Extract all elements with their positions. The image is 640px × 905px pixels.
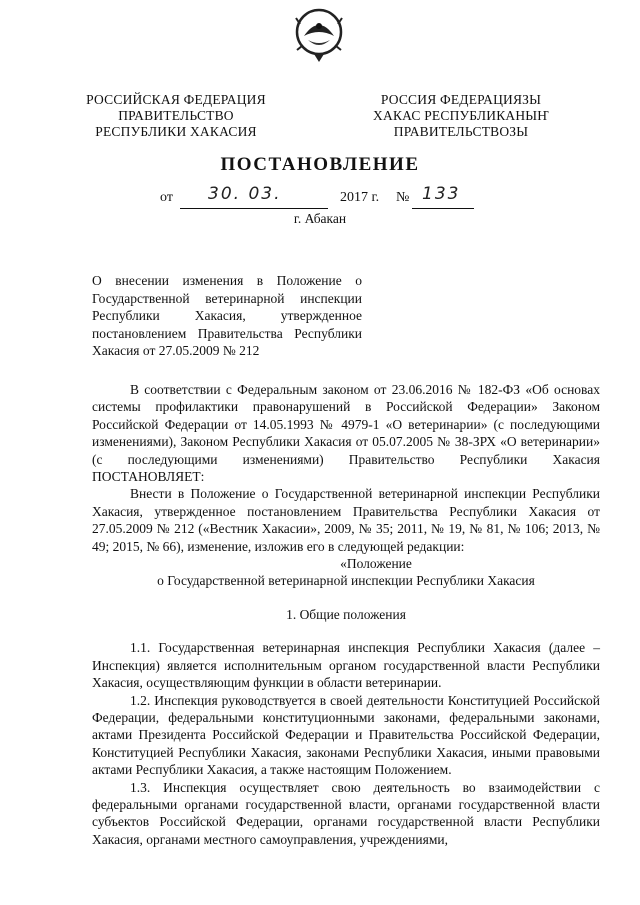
document-body [92,381,600,848]
decree-paragraph: Внести в Положение о Государственной ветеринарной инспекции Республики Хакасия, утвержденное постановлением Правительства Республики Хакасия от 27.05.2009 № 212 («Вестник Хакасии», 2009, № 35; 2011, № 19, № 81, № 106; 2013, № 49; 2015, № 66), изменение, изложив его в следующей редакции: [92,486,600,554]
number-sign: № [396,190,410,205]
document-title: ПОСТАНОВЛЕНИЕ [220,154,420,175]
preamble-paragraph: В соответствии с Федеральным законом от 23.06.2016 № 182-ФЗ «Об основах системы профилактики правонарушений в Российской Федерации» Законом Российской Федерации от 14.05.1993 № 4979-1 «О ветеринарии» (с последующими изменениями), Законом Республики Хакасия от 05.07.2005 № 38-ЗРХ «О ветеринарии» (с последующими изменениями) Правительство Республики Хакасия ПОСТАНОВЛЯЕТ: [92,382,600,485]
header-right-line: РОССИЯ ФЕДЕРАЦИЯЗЫ [380,92,542,107]
quote-title-line-2: о Государственной ветеринарной инспекции Республики Хакасия [157,573,535,589]
handwritten-date: 30. 03. [208,184,282,204]
date-prefix: от [160,190,173,205]
paragraph-1-3: 1.3. Инспекция осуществляет свою деятельность во взаимодействии с федеральными органами государственной власти, органами государственной власти субъектов Российской Федерации, органами государственной власти Республики Хакасия, органами местного самоуправления, учреждениями, [92,779,600,847]
republic-emblem-icon [294,6,344,64]
header-right-line: ПРАВИТЕЛЬСТВОЗЫ [393,124,529,139]
header-right [358,92,564,140]
section-title: 1. Общие положения [286,606,406,622]
paragraph-1-2: 1.2. Инспекция руководствуется в своей деятельности Конституцией Российской Федерации, федеральными конституционными законами, федеральными законами, актами Президента Российской Федерации и Правительства Российской Федерации, Конституцией Республики Хакасия, законами Республики Хакасия, иными правовыми актами Республики Хакасия, а также настоящим Положением. [92,692,600,778]
header-left-line: РОССИЙСКАЯ ФЕДЕРАЦИЯ [86,92,266,107]
city: г. Абакан [293,211,347,226]
document-subject: О внесении изменения в Положение о Государственной ветеринарной инспекции Республики Хакасия, утвержденное постановлением Правительства Республики Хакасия от 27.05.2009 № 212 [92,273,362,358]
quote-title-line-1: «Положение [340,556,412,572]
handwritten-number: 133 [422,184,461,204]
header-left [78,92,274,140]
header-left-line: ПРАВИТЕЛЬСТВО [118,108,234,123]
header-left-line: РЕСПУБЛИКИ ХАКАСИЯ [95,124,257,139]
date-year: 2017 г. [340,190,380,205]
header-right-line: ХАКАС РЕСПУБЛИКАНЫҤ [373,108,549,123]
paragraph-1-1: 1.1. Государственная ветеринарная инспекция Республики Хакасия (далее – Инспекция) является исполнительным органом государственной власти Республики Хакасия, осуществляющим функции в области ветеринарии. [92,640,600,691]
